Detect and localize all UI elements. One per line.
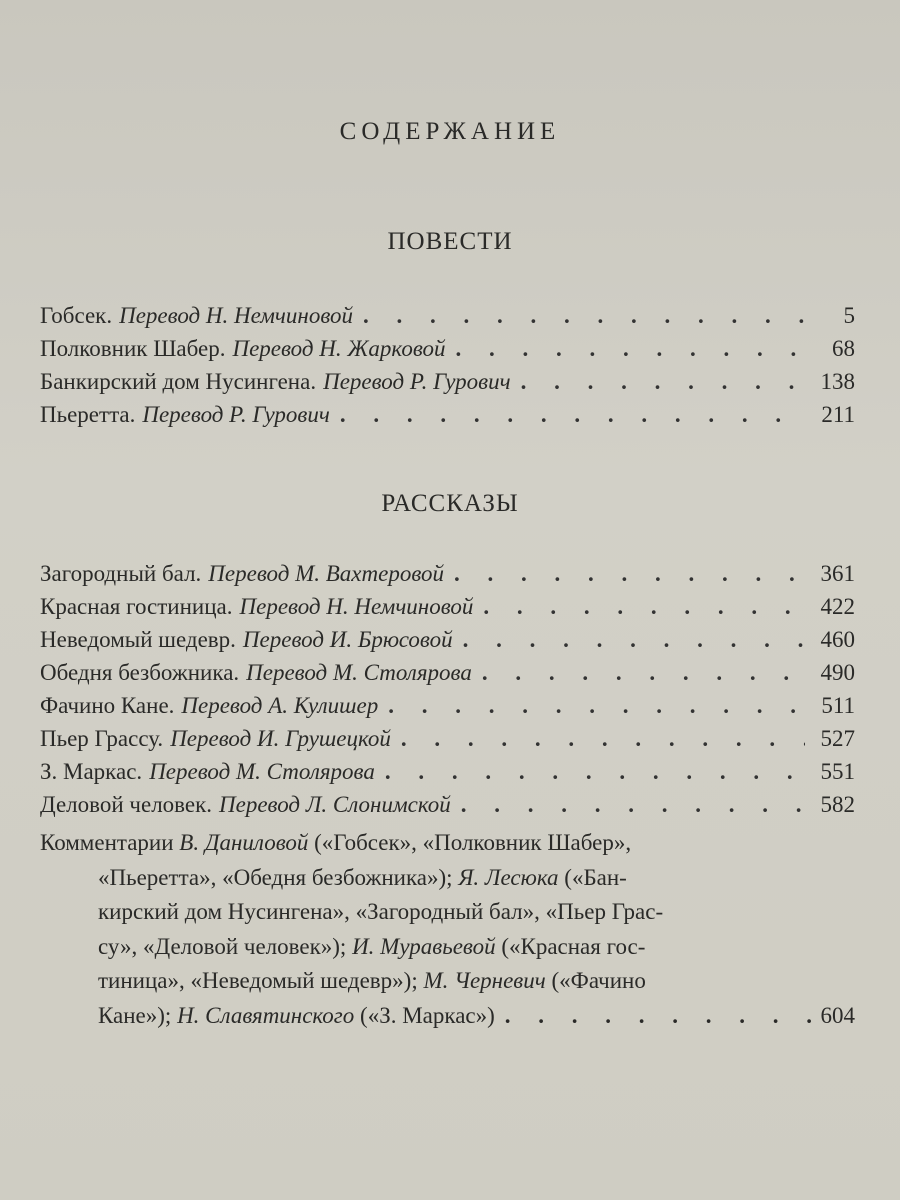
dot-leader bbox=[401, 722, 805, 755]
work-title: Гобсек. bbox=[40, 303, 113, 328]
page-number: 68 bbox=[832, 336, 855, 361]
translator: Перевод Л. Слонимской bbox=[219, 792, 451, 817]
page-number: 511 bbox=[821, 693, 855, 718]
commentary-text: («Бан- bbox=[564, 864, 627, 890]
page-number: 422 bbox=[820, 594, 855, 619]
section-heading-rasskazy: РАССКАЗЫ bbox=[381, 490, 519, 517]
translator: Перевод М. Столярова bbox=[246, 660, 472, 685]
page-number: 460 bbox=[820, 627, 855, 652]
work-title: Пьер Грассу. bbox=[40, 726, 164, 751]
toc-entry bbox=[40, 398, 855, 431]
translator: Перевод Н. Немчиновой bbox=[119, 303, 353, 328]
toc-entry bbox=[40, 299, 855, 332]
page-number: 582 bbox=[820, 792, 855, 817]
work-title: Фачино Кане. bbox=[40, 693, 175, 718]
toc-entry bbox=[40, 656, 855, 689]
work-title: Деловой человек. bbox=[40, 792, 213, 817]
dot-leader bbox=[505, 999, 811, 1034]
translator: Перевод Р. Гурович bbox=[323, 369, 511, 394]
commentary-text: су», «Деловой человек»); bbox=[98, 933, 347, 959]
commentary-text: Кане»); bbox=[98, 1002, 172, 1028]
commentary-text: кирский дом Нусингена», «Загородный бал», «Пьер Грас- bbox=[98, 899, 664, 924]
work-title: Пьеретта. bbox=[40, 402, 136, 427]
commentary-line bbox=[40, 826, 855, 861]
dot-leader bbox=[461, 788, 805, 821]
page-number: 5 bbox=[843, 303, 855, 328]
commentary-author: Я. Лесюка bbox=[458, 864, 559, 890]
page-number: 490 bbox=[820, 660, 855, 685]
commentary-text: («Гобсек», «Полковник Шабер», bbox=[314, 830, 632, 855]
commentary-text: («З. Маркас») bbox=[360, 1002, 495, 1028]
dot-leader bbox=[456, 332, 806, 365]
dot-leader bbox=[463, 623, 805, 656]
commentary-text: тиница», «Неведомый шедевр»); bbox=[98, 968, 418, 993]
commentary-author: В. Даниловой bbox=[179, 830, 309, 855]
page-number: 527 bbox=[820, 726, 855, 751]
translator: Перевод Н. Немчиновой bbox=[239, 594, 474, 619]
page-title: СОДЕРЖАНИЕ bbox=[339, 118, 561, 145]
translator: Перевод Н. Жарковой bbox=[232, 336, 446, 361]
dot-leader bbox=[340, 398, 805, 431]
toc-entry bbox=[40, 755, 855, 788]
commentary-text: Комментарии bbox=[40, 830, 174, 855]
commentary-line bbox=[40, 930, 855, 965]
commentary-line bbox=[40, 861, 855, 896]
commentary-line bbox=[40, 964, 855, 999]
translator: Перевод М. Столярова bbox=[149, 759, 375, 784]
page-number: 138 bbox=[820, 369, 855, 394]
dot-leader bbox=[388, 689, 805, 722]
work-title: Банкирский дом Нусингена. bbox=[40, 369, 317, 394]
commentary-author: М. Черневич bbox=[423, 968, 546, 993]
commentary-text: («Фачино bbox=[551, 968, 646, 993]
toc-entry bbox=[40, 557, 855, 590]
commentary-line bbox=[40, 895, 855, 930]
toc-entry bbox=[40, 332, 855, 365]
dot-leader bbox=[363, 299, 805, 332]
dot-leader bbox=[521, 365, 805, 398]
toc-entry bbox=[40, 722, 855, 755]
work-title: Красная гостиница. bbox=[40, 594, 233, 619]
page-number: 361 bbox=[820, 561, 855, 586]
toc-entry bbox=[40, 365, 855, 398]
translator: Перевод А. Кулишер bbox=[181, 693, 379, 718]
toc-entry bbox=[40, 689, 855, 722]
dot-leader bbox=[385, 755, 805, 788]
toc-list-rasskazy bbox=[40, 557, 855, 821]
toc-entry bbox=[40, 623, 855, 656]
page-number: 211 bbox=[821, 402, 855, 427]
work-title: Загородный бал. bbox=[40, 561, 202, 586]
toc-entry bbox=[40, 788, 855, 821]
translator: Перевод Р. Гурович bbox=[142, 402, 330, 427]
work-title: Неведомый шедевр. bbox=[40, 627, 236, 652]
work-title: З. Маркас. bbox=[40, 759, 143, 784]
work-title: Обедня безбожника. bbox=[40, 660, 240, 685]
work-title: Полковник Шабер. bbox=[40, 336, 226, 361]
section-heading-povesti: ПОВЕСТИ bbox=[387, 228, 513, 255]
toc-entry bbox=[40, 590, 855, 623]
commentary-text: («Красная гос- bbox=[501, 933, 646, 959]
translator: Перевод И. Грушецкой bbox=[170, 726, 391, 751]
commentary-text: «Пьеретта», «Обедня безбожника»); bbox=[98, 864, 453, 890]
dot-leader bbox=[483, 590, 805, 623]
page-number: 604 bbox=[820, 1002, 855, 1028]
commentary-author: Н. Славятинского bbox=[177, 1002, 355, 1028]
page-number: 551 bbox=[820, 759, 855, 784]
translator: Перевод М. Вахтеровой bbox=[208, 561, 445, 586]
toc-list-povesti bbox=[40, 299, 855, 431]
commentary-entry bbox=[40, 826, 855, 1033]
translator: Перевод И. Брюсовой bbox=[242, 627, 453, 652]
dot-leader bbox=[482, 656, 805, 689]
commentary-line bbox=[40, 999, 855, 1034]
commentary-author: И. Муравьевой bbox=[352, 933, 496, 959]
dot-leader bbox=[454, 557, 805, 590]
